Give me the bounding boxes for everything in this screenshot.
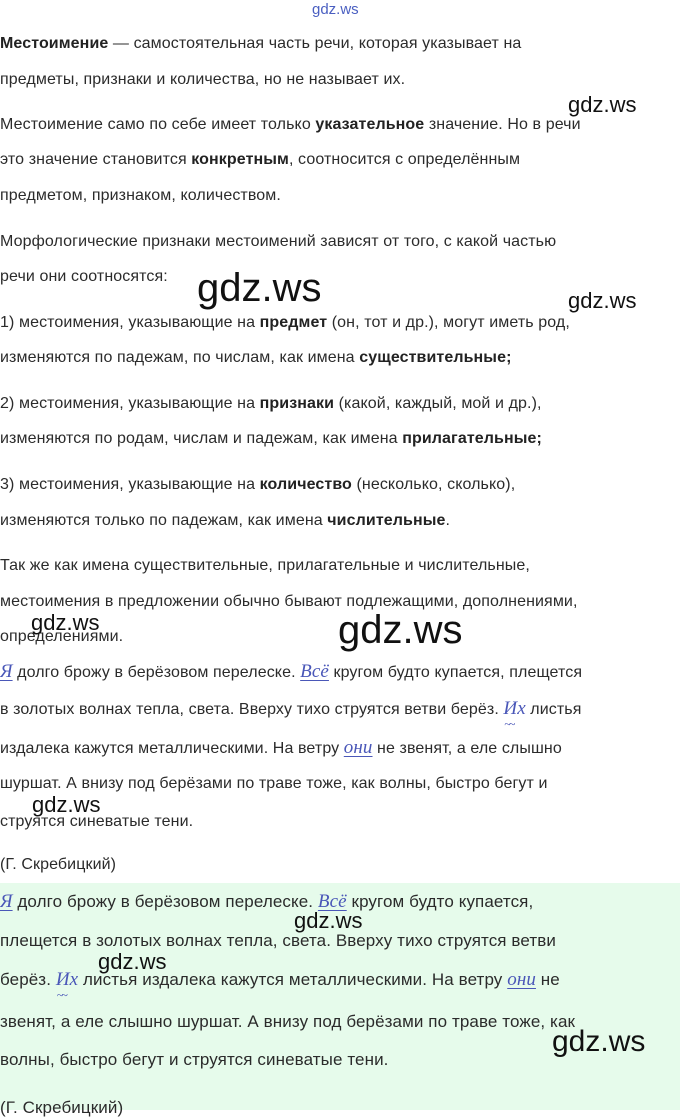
watermark: gdz.ws	[32, 792, 101, 817]
watermark: gdz.ws	[568, 92, 637, 117]
text-line: Я долго брожу в берёзовом перелеске. Всё кругом будто купается, плещется	[0, 661, 583, 682]
pronoun: Я	[0, 891, 13, 912]
paragraph-line: определениями.	[0, 628, 124, 645]
text-line: звенят, а еле слышно шуршат. А внизу под берёзами по траве тоже, как	[0, 1012, 576, 1031]
text-line: струятся синеватые тени.	[0, 813, 194, 830]
paragraph-line: Морфологические признаки местоимений зависят от того, с какой частью	[0, 233, 557, 250]
definition-line: предметы, признаки и количества, но не называет их.	[0, 71, 406, 88]
text-line: шуршат. А внизу под берёзами по траве тоже, как волны, быстро бегут и	[0, 775, 548, 792]
paragraph-line: местоимения в предложении обычно бывают подлежащими, дополнениями,	[0, 593, 578, 610]
pronoun: Всё	[300, 661, 329, 682]
list-item: 2) местоимения, указывающие на признаки (какой, каждый, мой и др.),	[0, 395, 542, 412]
text-line: в золотых волнах тепла, света. Вверху тихо струятся ветви берёз. Их ~~ листья	[0, 699, 582, 720]
paragraph-line: предметом, признаком, количеством.	[0, 187, 281, 204]
watermark: gdz.ws	[568, 288, 637, 313]
text-line: волны, быстро бегут и струятся синеватые тени.	[0, 1050, 389, 1069]
pronoun: Я	[0, 661, 13, 682]
watermark: gdz.ws	[338, 608, 463, 652]
pronoun: Их ~~	[503, 699, 525, 719]
watermark: gdz.ws	[312, 1, 359, 18]
text-line: берёз. Их ~~ листья издалека кажутся металлическими. На ветру они не	[0, 970, 560, 990]
pronoun: Всё	[317, 891, 347, 912]
pronoun: они	[507, 969, 536, 990]
paragraph-line: Местоимение само по себе имеет только указательное значение. Но в речи	[0, 116, 581, 133]
list-item: изменяются по падежам, по числам, как имена существительные;	[0, 349, 512, 366]
list-item: 1) местоимения, указывающие на предмет (он, тот и др.), могут иметь род,	[0, 314, 570, 331]
text-line: плещется в золотых волнах тепла, света. Вверху тихо струятся ветви	[0, 931, 556, 950]
watermark: gdz.ws	[197, 266, 322, 310]
watermark: gdz.ws	[294, 908, 363, 933]
author: (Г. Скребицкий)	[0, 856, 117, 873]
author: (Г. Скребицкий)	[0, 1098, 124, 1117]
paragraph-line: Так же как имена существительные, прилагательные и числительные,	[0, 557, 530, 574]
text-line: Я долго брожу в берёзовом перелеске. Всё кругом будто купается,	[0, 891, 534, 912]
list-item: изменяются только по падежам, как имена числительные.	[0, 512, 451, 529]
watermark: gdz.ws	[552, 1025, 646, 1058]
paragraph-line: речи они соотносятся:	[0, 268, 168, 285]
definition-line: Местоимение — самостоятельная часть речи, которая указывает на	[0, 35, 522, 52]
paragraph-line: это значение становится конкретным, соотносится с определённым	[0, 151, 521, 168]
watermark: gdz.ws	[98, 949, 167, 974]
pronoun: Их ~~	[56, 970, 78, 990]
list-item: изменяются по родам, числам и падежам, как имена прилагательные;	[0, 430, 542, 447]
text-line: издалека кажутся металлическими. На ветру они не звенят, а еле слышно	[0, 737, 562, 758]
watermark: gdz.ws	[31, 610, 100, 635]
pronoun: они	[343, 737, 373, 758]
list-item: 3) местоимения, указывающие на количество (несколько, сколько),	[0, 476, 516, 493]
